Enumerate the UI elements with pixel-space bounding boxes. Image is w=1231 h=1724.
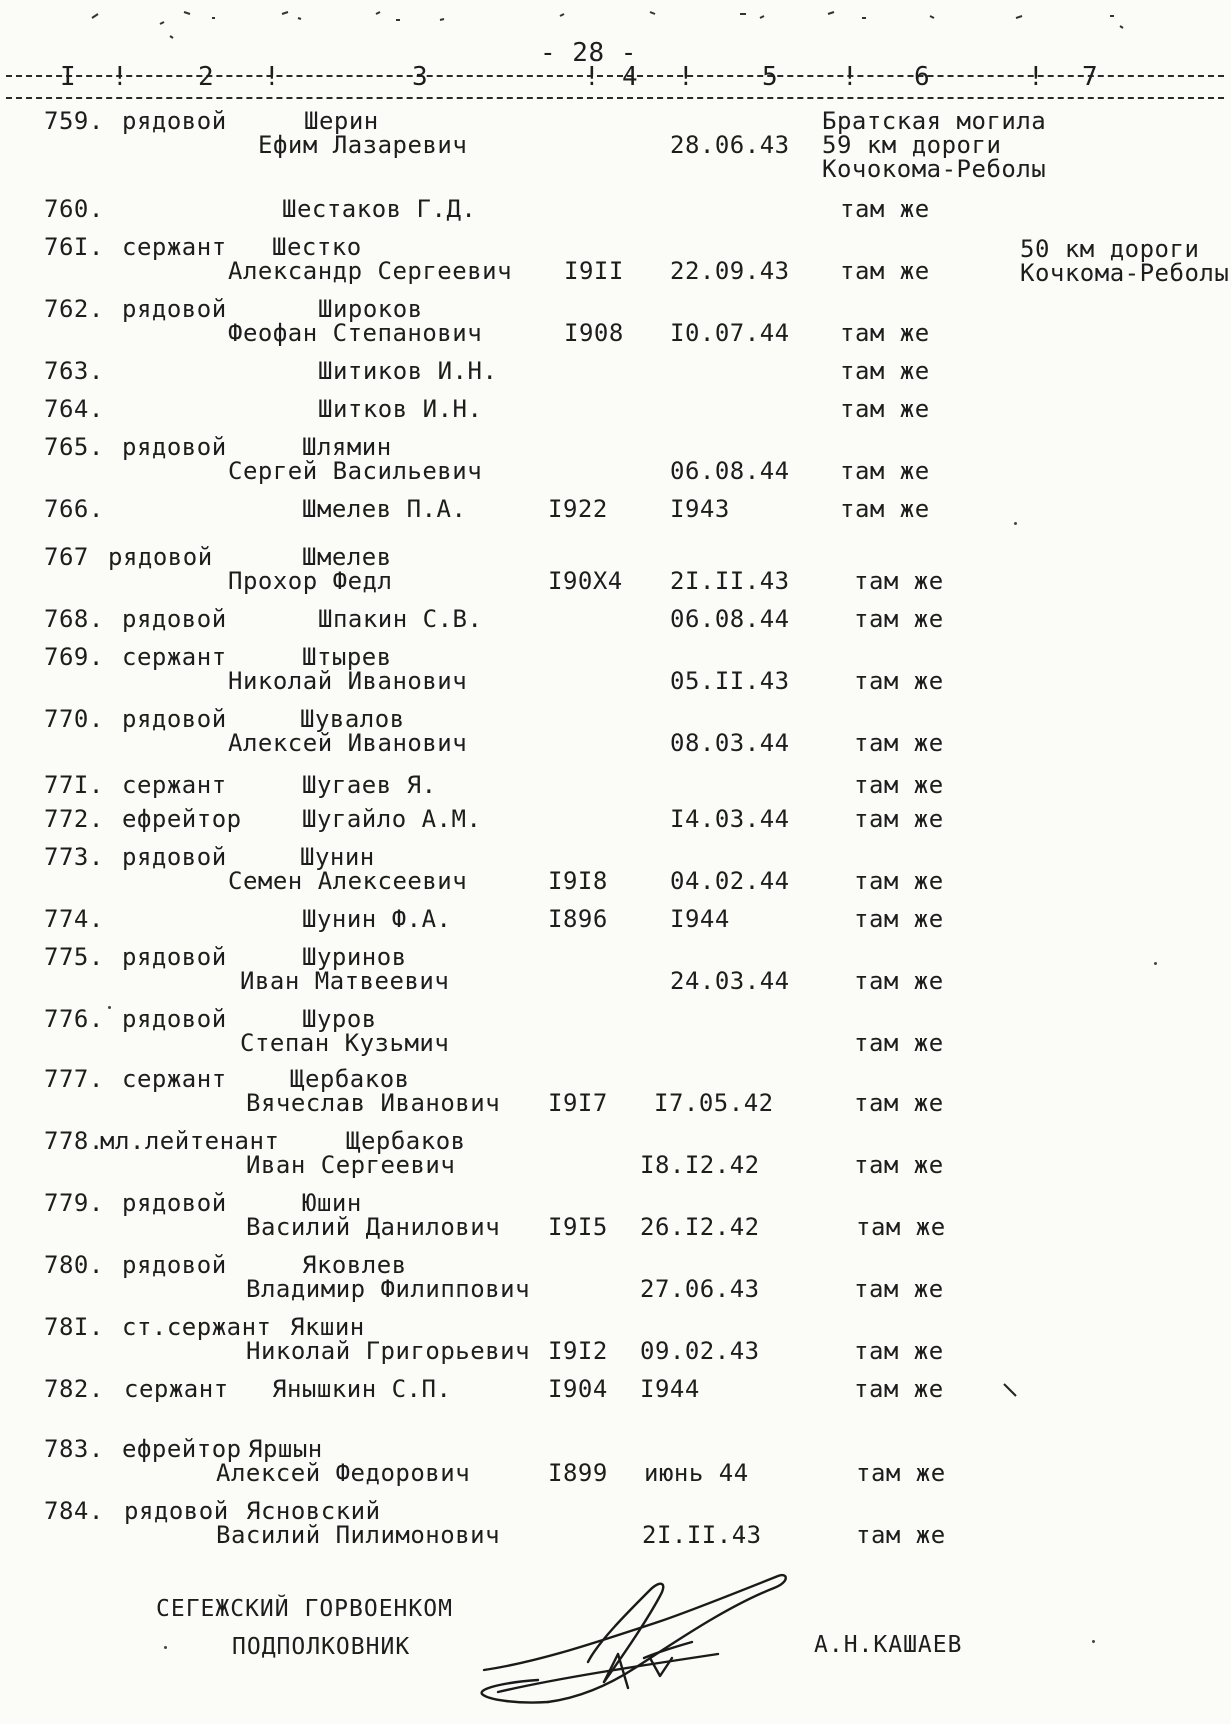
entry-surname: Шуров: [302, 1005, 377, 1033]
entry-given-name: Вячеслав Иванович: [246, 1089, 501, 1117]
entry-birth-year: I9I8: [548, 867, 608, 895]
entry-death-date: 22.09.43: [670, 257, 790, 285]
entry-rank: рядовой: [122, 1005, 227, 1033]
entry-death-date: I4.03.44: [670, 805, 790, 833]
entry-death-date: 06.08.44: [670, 605, 790, 633]
entry-death-date: 26.I2.42: [640, 1213, 760, 1241]
entry-burial-place: там же: [854, 805, 944, 833]
entry-surname: Шмелев: [302, 543, 392, 571]
entry-surname: Шитиков И.Н.: [318, 357, 498, 385]
entry-death-date: 09.02.43: [640, 1337, 760, 1365]
scan-speck: [1014, 522, 1017, 525]
entry-burial-place: там же: [856, 1213, 946, 1241]
entry-surname: Широков: [318, 295, 423, 323]
entry-given-name: Алексей Иванович: [228, 729, 468, 757]
entry-death-date: I0.07.44: [670, 319, 790, 347]
entry-rank: рядовой: [108, 543, 213, 571]
entry-rank: сержант: [122, 1065, 227, 1093]
header-col-3: 3: [412, 62, 428, 92]
entry-surname: Шитков И.Н.: [318, 395, 483, 423]
entry-burial-place: там же: [854, 605, 944, 633]
entry-burial-place: там же: [854, 905, 944, 933]
entry-birth-year: I90X4: [548, 567, 623, 595]
entry-burial-place: там же: [840, 357, 930, 385]
entry-birth-year: I9I2: [548, 1337, 608, 1365]
entry-rank: ст.сержант: [122, 1313, 272, 1341]
entry-rank: рядовой: [122, 1251, 227, 1279]
entry-number: 769.: [44, 643, 104, 671]
entry-number: 775.: [44, 943, 104, 971]
entry-surname: Якшин: [290, 1313, 365, 1341]
entry-birth-year: I904: [548, 1375, 608, 1403]
entry-number: 78I.: [44, 1313, 104, 1341]
entry-rank: ефрейтор: [122, 1435, 242, 1463]
entry-birth-year: I899: [548, 1459, 608, 1487]
signature-name: А.Н.КАШАЕВ: [814, 1632, 963, 1658]
entry-given-name: Алексей Федорович: [216, 1459, 471, 1487]
entry-rank: рядовой: [122, 705, 227, 733]
scan-mark: [1002, 1382, 1022, 1402]
entry-death-date: I944: [670, 905, 730, 933]
entry-rank: рядовой: [122, 107, 227, 135]
entry-rank: сержант: [122, 771, 227, 799]
header-rule-bottom: [6, 97, 1224, 99]
entry-rank: сержант: [122, 643, 227, 671]
entry-surname: Штырев: [302, 643, 392, 671]
entry-rank: рядовой: [122, 295, 227, 323]
entry-death-date: 2I.II.43: [670, 567, 790, 595]
entry-death-date: I7.05.42: [654, 1089, 774, 1117]
entry-rank: сержант: [124, 1375, 229, 1403]
entry-number: 778.: [44, 1127, 104, 1155]
header-sep: !: [1028, 62, 1044, 92]
entry-surname: Яковлев: [302, 1251, 407, 1279]
entry-number: 760.: [44, 195, 104, 223]
entry-rank: рядовой: [122, 433, 227, 461]
entry-burial-place: там же: [854, 771, 944, 799]
entry-burial-place: Кочокома-Реболы: [822, 155, 1047, 183]
entry-burial-place: Братская могила: [822, 107, 1047, 135]
header-sep: !: [264, 62, 280, 92]
entry-burial-place: там же: [840, 495, 930, 523]
entry-burial-place: там же: [840, 319, 930, 347]
entry-number: 768.: [44, 605, 104, 633]
entry-number: 763.: [44, 357, 104, 385]
entry-birth-year: I9I7: [548, 1089, 608, 1117]
header-sep: !: [112, 62, 128, 92]
entry-given-name: Николай Григорьевич: [246, 1337, 531, 1365]
entry-burial-place: там же: [854, 667, 944, 695]
entry-burial-place: там же: [854, 1375, 944, 1403]
entry-burial-place: там же: [840, 457, 930, 485]
header-sep: !: [842, 62, 858, 92]
entry-rank: рядовой: [122, 943, 227, 971]
entry-surname: Шуринов: [302, 943, 407, 971]
entry-given-name: Владимир Филиппович: [246, 1275, 531, 1303]
entry-death-date: 27.06.43: [640, 1275, 760, 1303]
entry-given-name: Иван Матвеевич: [240, 967, 450, 995]
header-col-4: 4: [622, 62, 638, 92]
entry-given-name: Ефим Лазаревич: [258, 131, 468, 159]
entry-number: 766.: [44, 495, 104, 523]
entry-death-date: 2I.II.43: [642, 1521, 762, 1549]
entry-death-date: 08.03.44: [670, 729, 790, 757]
entry-death-date: июнь 44: [644, 1459, 749, 1487]
entry-number: 780.: [44, 1251, 104, 1279]
entry-death-date: 04.02.44: [670, 867, 790, 895]
entry-surname: Шерин: [304, 107, 379, 135]
entry-birth-year: I9II: [564, 257, 624, 285]
entry-given-name: Феофан Степанович: [228, 319, 483, 347]
entry-surname: Шпакин С.В.: [318, 605, 483, 633]
entry-burial-place: там же: [854, 1029, 944, 1057]
entry-rank: рядовой: [124, 1497, 229, 1525]
entry-number: 782.: [44, 1375, 104, 1403]
entry-number: 76I.: [44, 233, 104, 261]
entry-rank: рядовой: [122, 1189, 227, 1217]
entry-burial-place: 59 км дороги: [822, 131, 1002, 159]
scan-speck: [164, 1646, 167, 1649]
entry-surname: Шлямин: [302, 433, 392, 461]
header-col-2: 2: [198, 62, 214, 92]
entry-burial-place: там же: [854, 1151, 944, 1179]
entry-rank: сержант: [122, 233, 227, 261]
entry-rank: рядовой: [122, 843, 227, 871]
entry-burial-place: там же: [856, 1459, 946, 1487]
entry-number: 759.: [44, 107, 104, 135]
entry-number: 772.: [44, 805, 104, 833]
entry-surname: Янышкин С.П.: [272, 1375, 452, 1403]
entry-given-name: Семен Алексеевич: [228, 867, 468, 895]
entry-burial-place: там же: [854, 967, 944, 995]
entry-birth-year: I908: [564, 319, 624, 347]
entry-number: 779.: [44, 1189, 104, 1217]
entry-given-name: Василий Данилович: [246, 1213, 501, 1241]
page-number: - 28 -: [540, 38, 637, 68]
header-sep: !: [584, 62, 600, 92]
entry-death-date: 05.II.43: [670, 667, 790, 695]
entry-number: 777.: [44, 1065, 104, 1093]
entry-death-date: I8.I2.42: [640, 1151, 760, 1179]
entry-surname: Ясновский: [246, 1497, 381, 1525]
scan-speck: [1154, 962, 1157, 965]
entry-death-date: 28.06.43: [670, 131, 790, 159]
scan-speck: [108, 1006, 111, 1009]
entry-surname: Щербаков: [290, 1065, 410, 1093]
entry-given-name: Александр Сергеевич: [228, 257, 513, 285]
entry-number: 77I.: [44, 771, 104, 799]
header-col-6: 6: [914, 62, 930, 92]
entry-note: 50 км дороги: [1020, 235, 1200, 263]
entry-surname: Шунин Ф.А.: [302, 905, 452, 933]
entry-given-name: Василий Пилимонович: [216, 1521, 501, 1549]
entry-surname: Шестко: [272, 233, 362, 261]
entry-number: 765.: [44, 433, 104, 461]
entry-death-date: 24.03.44: [670, 967, 790, 995]
entry-birth-year: I896: [548, 905, 608, 933]
entry-number: 774.: [44, 905, 104, 933]
entry-burial-place: там же: [854, 729, 944, 757]
entry-number: 784.: [44, 1497, 104, 1525]
entry-surname: Шувалов: [300, 705, 405, 733]
entry-burial-place: там же: [854, 1089, 944, 1117]
entry-burial-place: там же: [854, 1337, 944, 1365]
entry-burial-place: там же: [840, 195, 930, 223]
entry-number: 783.: [44, 1435, 104, 1463]
entry-note: Кочкома-Реболы: [1020, 259, 1230, 287]
entry-number: 762.: [44, 295, 104, 323]
entry-burial-place: там же: [840, 257, 930, 285]
header-col-7: 7: [1082, 62, 1098, 92]
scan-speck: [1092, 1640, 1095, 1643]
entry-death-date: 06.08.44: [670, 457, 790, 485]
header-col-5: 5: [762, 62, 778, 92]
entry-death-date: I944: [640, 1375, 700, 1403]
entry-number: 776.: [44, 1005, 104, 1033]
entry-given-name: Прохор Федл: [228, 567, 393, 595]
entry-number: 773.: [44, 843, 104, 871]
entry-surname: Шугайло А.М.: [302, 805, 482, 833]
entry-death-date: I943: [670, 495, 730, 523]
entry-surname: Юшин: [302, 1189, 362, 1217]
entry-number: 770.: [44, 705, 104, 733]
entry-rank: ефрейтор: [122, 805, 242, 833]
entry-given-name: Иван Сергеевич: [246, 1151, 456, 1179]
entry-number: 767: [44, 543, 89, 571]
entry-rank: мл.лейтенант: [100, 1127, 280, 1155]
entry-given-name: Степан Кузьмич: [240, 1029, 450, 1057]
handwritten-signature: [478, 1562, 798, 1712]
entry-burial-place: там же: [840, 395, 930, 423]
entry-surname: Щербаков: [346, 1127, 466, 1155]
entry-surname: Шунин: [300, 843, 375, 871]
entry-surname: Яршын: [248, 1435, 323, 1463]
entry-birth-year: I9I5: [548, 1213, 608, 1241]
entry-number: 764.: [44, 395, 104, 423]
entry-burial-place: там же: [854, 867, 944, 895]
entry-given-name: Сергей Васильевич: [228, 457, 483, 485]
signature-rank: ПОДПОЛКОВНИК: [232, 1634, 411, 1660]
entry-burial-place: там же: [854, 1275, 944, 1303]
entry-surname: Шестаков Г.Д.: [282, 195, 477, 223]
entry-birth-year: I922: [548, 495, 608, 523]
entry-surname: Шмелев П.А.: [302, 495, 467, 523]
entry-rank: рядовой: [122, 605, 227, 633]
entry-burial-place: там же: [854, 567, 944, 595]
header-sep: !: [678, 62, 694, 92]
entry-given-name: Николай Иванович: [228, 667, 468, 695]
entry-surname: Шугаев Я.: [302, 771, 437, 799]
entry-burial-place: там же: [856, 1521, 946, 1549]
header-col-1: I: [60, 62, 76, 92]
signature-office: СЕГЕЖСКИЙ ГОРВОЕНКОМ: [156, 1596, 453, 1622]
